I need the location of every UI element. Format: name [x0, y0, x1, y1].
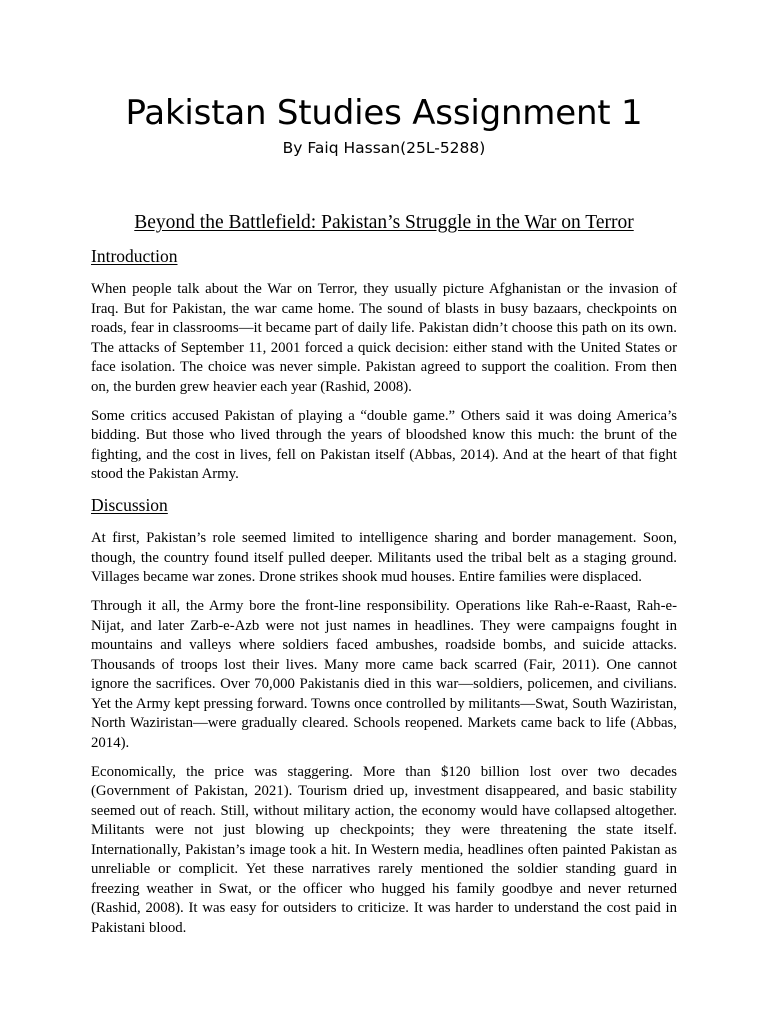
introduction-heading: Introduction [91, 246, 178, 266]
author-byline: By Faiq Hassan(25L-5288) [282, 139, 486, 157]
document-body [91, 245, 677, 948]
discussion-paragraph-2: Through it all, the Army bore the front-line responsibility. Operations like Rah-e-Raast, Rah-e-Nijat, and later Zarb-e-Azb were not just names in headlines. They were campaigns fought in mountains and valleys where soldiers faced ambushes, roadside bombs, and suicide attacks. Thousands of troops lost their lives. Many more came back scarred (Fair, 2011). One cannot ignore the sacrifices. Over 70,000 Pakistanis died in this war—soldiers, policemen, and civilians. Yet the Army kept pressing forward. Towns once controlled by militants—Swat, South Waziristan, North Waziristan—were gradually cleared. Schools reopened. Markets came back to life (Abbas, 2014). [91, 598, 677, 751]
discussion-paragraph-1: At first, Pakistan’s role seemed limited to intelligence sharing and border management. Soon, though, the country found itself pulled deeper. Militants used the tribal belt as a staging ground. Villages became war zones. Drone strikes shook mud houses. Entire families were displaced. [91, 530, 677, 585]
intro-paragraph-1: When people talk about the War on Terror, they usually picture Afghanistan or the invasion of Iraq. But for Pakistan, the war came home. The sound of blasts in busy bazaars, checkpoints on roads, fear in classrooms—it became part of daily life. Pakistan didn’t choose this path on its own. The attacks of September 11, 2001 forced a quick decision: either stand with the United States or face isolation. The choice was never simple. Pakistan agreed to support the coalition. From then on, the burden grew heavier each year (Rashid, 2008). [91, 281, 677, 395]
document-title: Pakistan Studies Assignment 1 [125, 93, 643, 133]
intro-paragraph-2: Some critics accused Pakistan of playing a “double game.” Others said it was doing America’s bidding. But those who lived through the years of bloodshed know this much: the brunt of the fighting, and the cost in lives, fell on Pakistan itself (Abbas, 2014). And at the heart of that fight stood the Pakistan Army. [91, 407, 677, 482]
essay-title: Beyond the Battlefield: Pakistan’s Struggle in the War on Terror [134, 212, 634, 233]
discussion-paragraph-3: Economically, the price was staggering. More than $120 billion lost over two decades (Government of Pakistan, 2021). Tourism dried up, investment disappeared, and basic stability seemed out of reach. Still, without military action, the economy would have collapsed altogether. Militants were not just blowing up checkpoints; they were threatening the state itself. Internationally, Pakistan’s image took a hit. In Western media, headlines often painted Pakistan as unreliable or complicit. Yet these narratives rarely mentioned the soldier standing guard in freezing weather in Swat, or the officer who hugged his family goodbye and never returned (Rashid, 2008). It was easy for outsiders to criticize. It was harder to understand the cost paid in Pakistani blood. [91, 763, 677, 936]
discussion-heading: Discussion [91, 495, 168, 515]
